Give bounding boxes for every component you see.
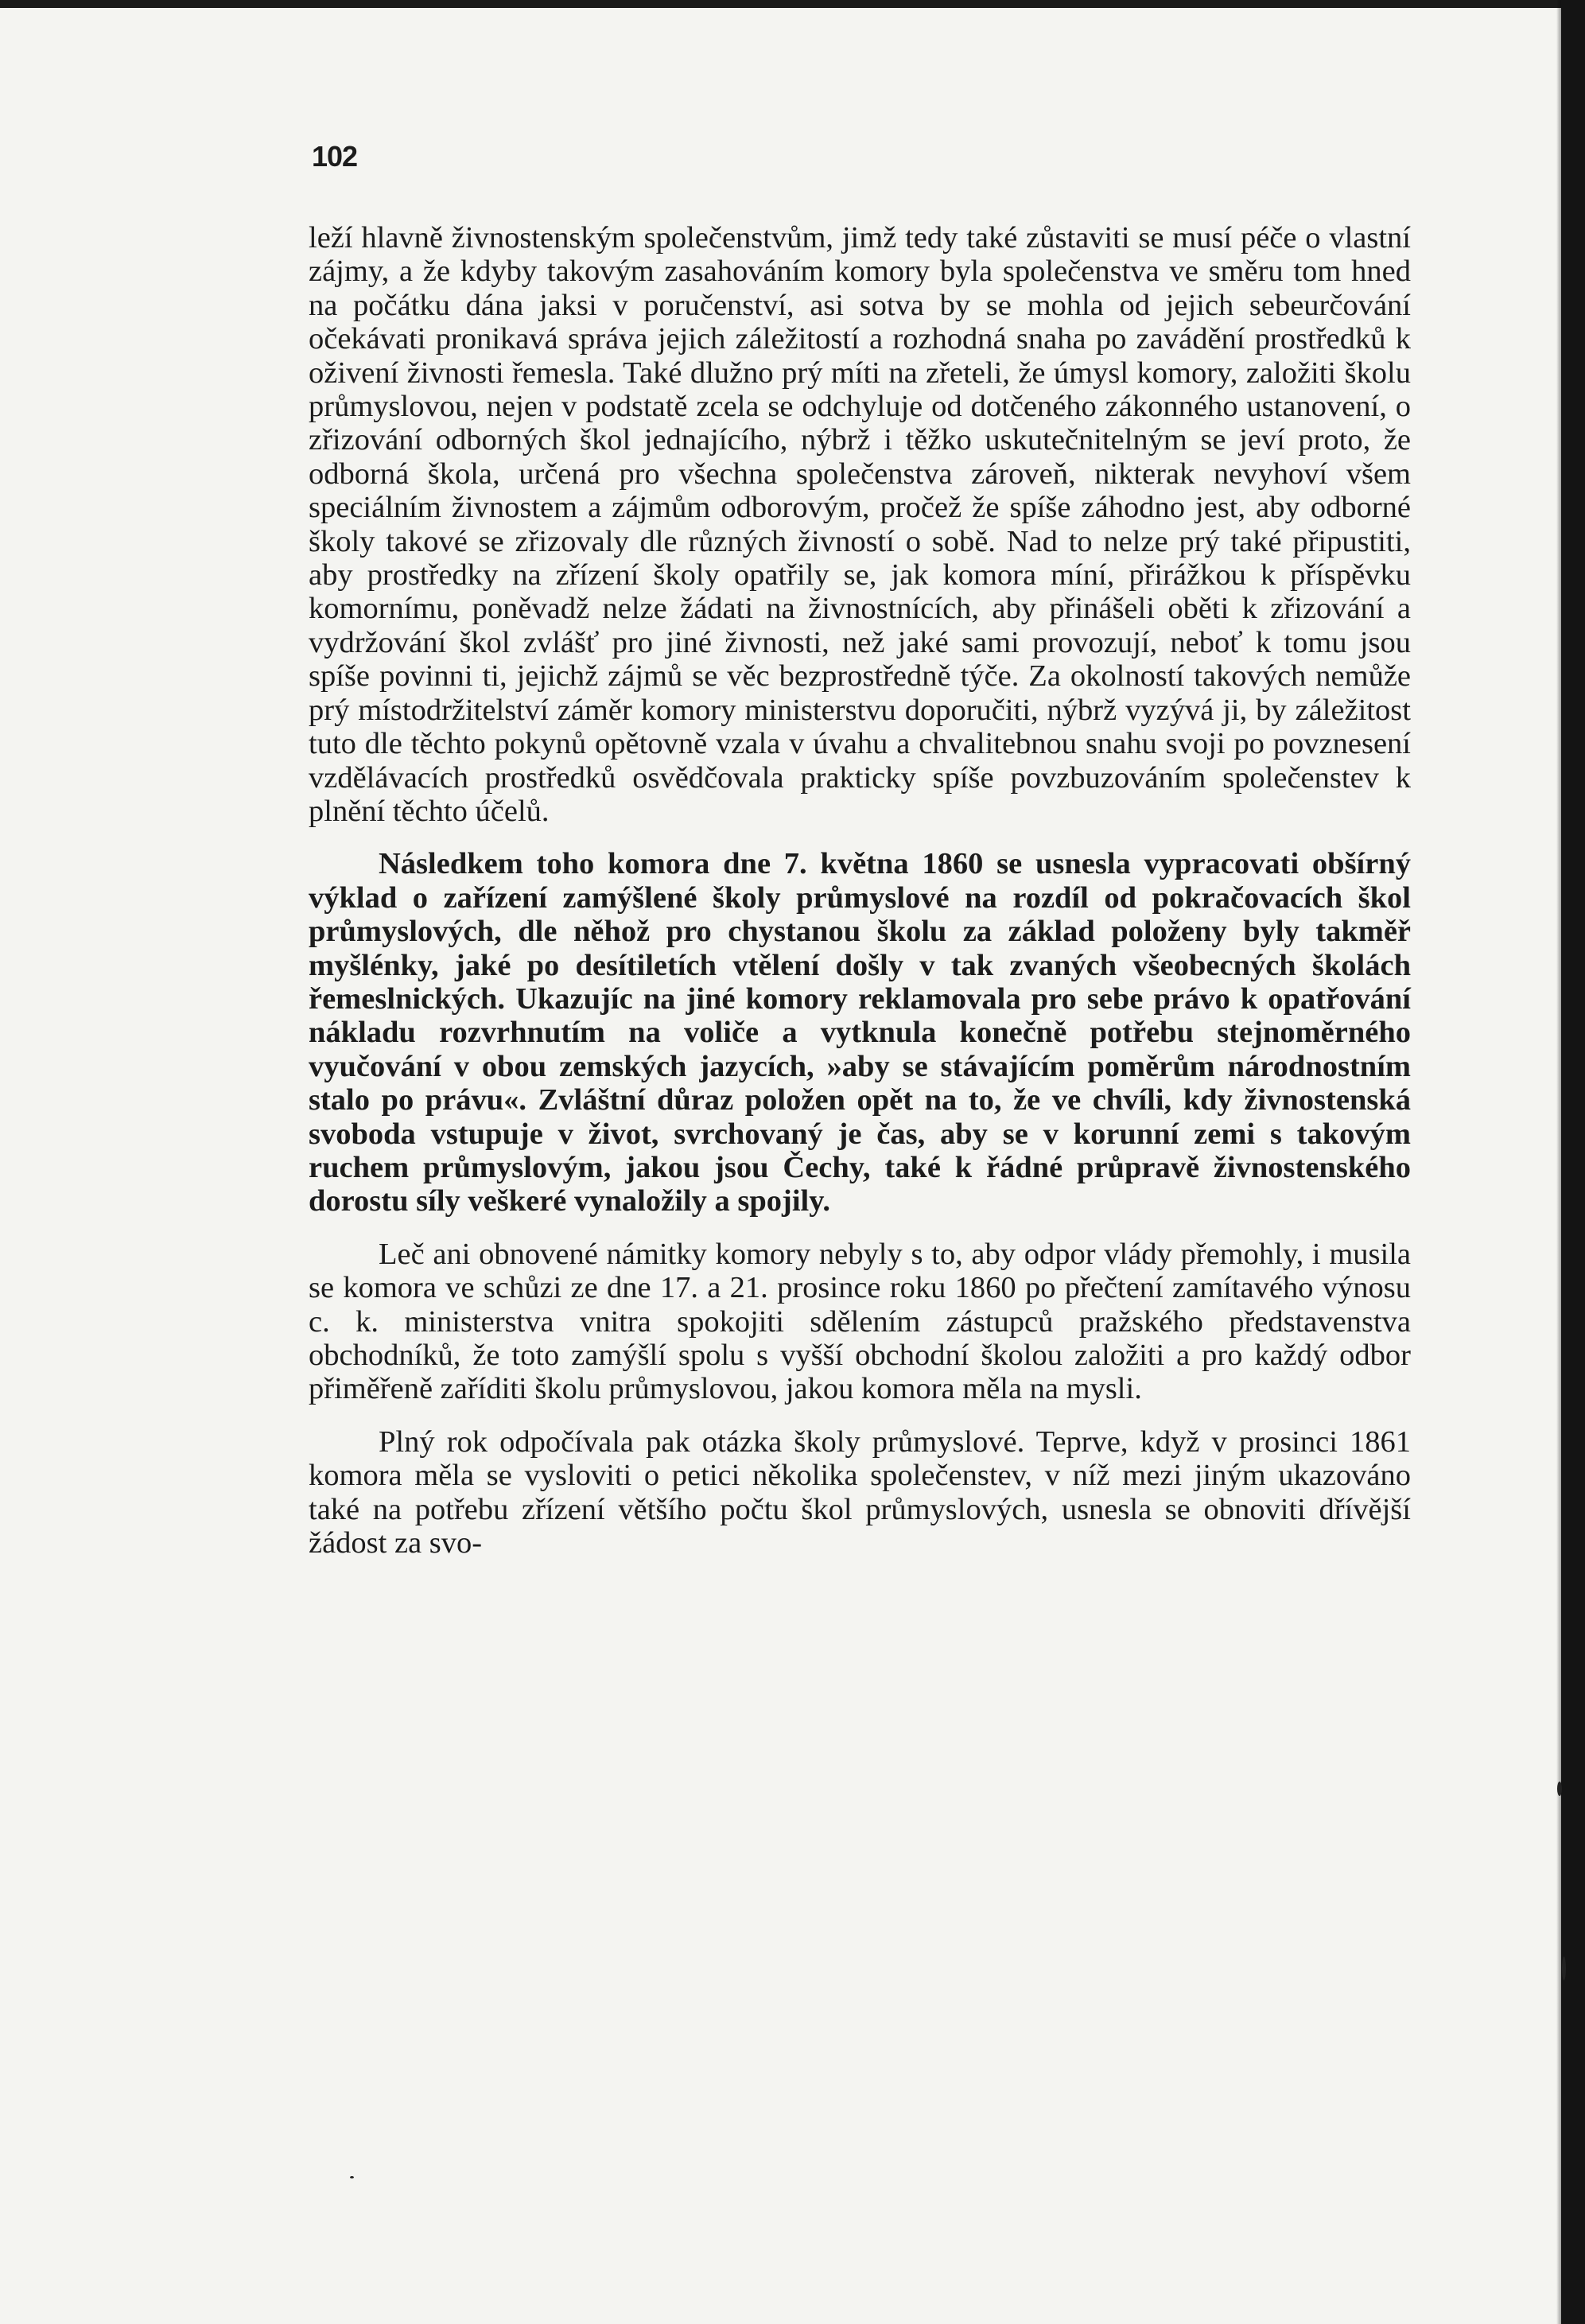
paragraph-3: Leč ani obnovené námitky komory nebyly s to, aby odpor vlády přemohly, i musila se komora ve schůzi ze dne 17. a 21. prosince roku 1860 po přečtení zamítavého výnosu c. k. ministerstva vnitra spokojiti sdělením zástupců pražského představenstva obchodníků, že toto zamýšlí spolu s vyšší obchodní školou založiti a pro každý odbor přiměřeně zaříditi školu průmyslovou, jakou komora měla na mysli. (309, 1237, 1411, 1406)
body-text (309, 221, 1411, 1579)
scan-speck (1557, 1782, 1562, 1796)
paragraph-4: Plný rok odpočívala pak otázka školy průmyslové. Teprve, když v prosinci 1861 komora měla se vysloviti o petici několika společenstev, v níž mezi jiným ukazováno také na potřebu zřízení většího počtu škol průmyslových, usnesla se obnoviti dřívější žádost za svo- (309, 1424, 1411, 1560)
paragraph-1: leží hlavně živnostenským společenstvům, jimž tedy také zůstaviti se musí péče o vlastní zájmy, a že kdyby takovým zasahováním komory byla společenstva ve směru tom hned na počátku dána jaksi v poručenství, asi sotva by se mohla od jejich sebeurčování očekávati pronikavá správa jejich záležitostí a rozhodná snaha po zavádění prostředků k oživení živnosti řemesla. Také dlužno prý míti na zřeteli, že úmysl komory, založiti školu průmyslovou, nejen v podstatě zcela se odchyluje od dotčeného zákonného ustanovení, o zřizování odborných škol jednajícího, nýbrž i těžko uskutečnitelným se jeví proto, že odborná škola, určená pro všechna společenstva zároveň, nikterak nevyhoví všem speciálním živnostem a zájmům odborovým, pročež že spíše záhodno jest, aby odborné školy takové se zřizovaly dle různých živností o sobě. Nad to nelze prý také připustiti, aby prostředky na zřízení školy opatřily se, jak komora míní, přirážkou k příspěvku komornímu, poněvadž nelze žádati na živnostnících, aby přinášeli oběti k zřizování a vydržování škol zvlášť pro jiné živnosti, než jaké sami provozují, neboť k tomu jsou spíše povinni ti, jejichž zájmů se věc bezprostředně týče. Za okolností takových nemůže prý místodržitelství záměr komory ministerstvu doporučiti, nýbrž vyzývá ji, by záležitost tuto dle těchto pokynů opětovně vzala v úvahu a chvalitebnou snahu svoji po povznesení vzdělávacích prostředků osvědčovala prakticky spíše povzbuzováním společenstev k plnění těchto účelů. (309, 221, 1411, 828)
scan-speck (1562, 1957, 1566, 1980)
scan-speck (350, 2176, 354, 2178)
page-number: 102 (312, 140, 358, 173)
scan-top-edge (0, 0, 1585, 8)
paragraph-2: Následkem toho komora dne 7. května 1860 se usnesla vypracovati obšírný výklad o zařízení zamýšlené školy průmyslové na rozdíl od pokračovacích škol průmyslových, dle něhož pro chystanou školu za základ položeny byly takměř myšlénky, jaké po desítiletích vtělení došly v tak zvaných všeobecných školách řemeslnických. Ukazujíc na jiné komory reklamovala pro sebe právo k opatřování nákladu rozvrhnutím na voliče a vytknula konečně potřebu stejnoměrného vyučování v obou zemských jazycích, »aby se stávajícím poměrům národnostním stalo po právu«. Zvláštní důraz položen opět na to, že ve chvíli, kdy živnostenská svoboda vstupuje v život, svrchovaný je čas, aby se v korunní zemi s takovým ruchem průmyslovým, jakou jsou Čechy, také k řádné průpravě živnostenského dorostu síly veškeré vynaložily a spojily. (309, 847, 1411, 1218)
